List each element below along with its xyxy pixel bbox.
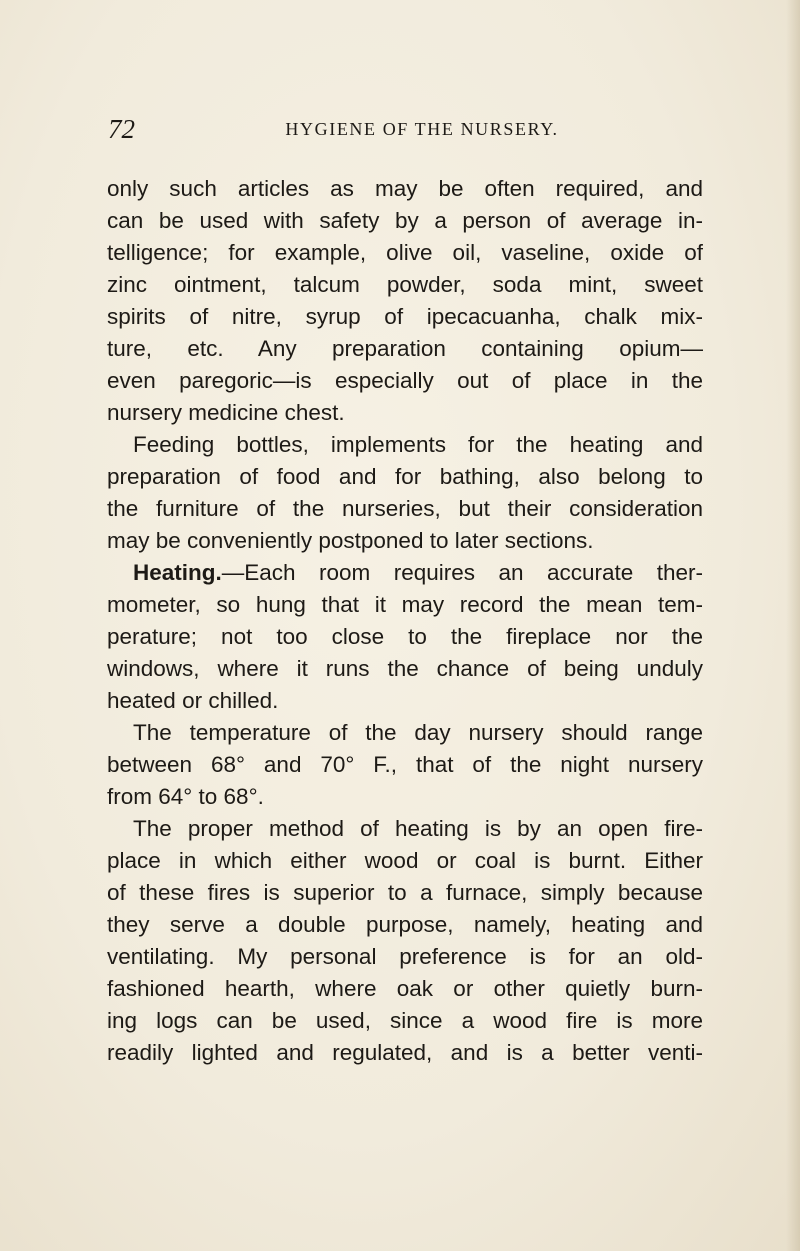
text-line: only such articles as may be often required, and (107, 176, 703, 201)
text-line: perature; not too close to the fireplace nor the (107, 624, 703, 649)
text-line: the furniture of the nurseries, but their consideration (107, 496, 703, 521)
text-line: telligence; for example, olive oil, vaseline, oxide of (107, 240, 703, 265)
text-line: zinc ointment, talcum powder, soda mint, sweet (107, 272, 703, 297)
page-edge-shadow (786, 0, 800, 1251)
text-line: ture, etc. Any preparation containing opium— (107, 336, 703, 361)
text-line: The temperature of the day nursery should range (133, 720, 703, 745)
text-line: The proper method of heating is by an open fire- (133, 816, 703, 841)
page-number: 72 (108, 114, 135, 144)
text-line: spirits of nitre, syrup of ipecacuanha, chalk mix- (107, 304, 703, 329)
text-line: ing logs can be used, since a wood fire is more (107, 1008, 703, 1033)
running-head: HYGIENE OF THE NURSERY. (285, 119, 559, 139)
text-line: windows, where it runs the chance of being unduly (107, 656, 703, 681)
page-header (108, 114, 700, 144)
text-line: readily lighted and regulated, and is a better venti- (107, 1040, 703, 1065)
text-line: may be conveniently postponed to later sections. (107, 528, 594, 553)
text-line: preparation of food and for bathing, also belong to (107, 464, 703, 489)
text-line: of these fires is superior to a furnace, simply because (107, 880, 703, 905)
text-line: nursery medicine chest. (107, 400, 345, 425)
text-line: fashioned hearth, where oak or other quietly burn- (107, 976, 703, 1001)
text-line: from 64° to 68°. (107, 784, 264, 809)
section-heading: Heating. (133, 560, 222, 585)
text-line: ventilating. My personal preference is for an old- (107, 944, 703, 969)
text-line: Feeding bottles, implements for the heating and (133, 432, 703, 457)
text-line: heated or chilled. (107, 688, 279, 713)
text-line: can be used with safety by a person of average in- (107, 208, 703, 233)
text-line: even paregoric—is especially out of place in the (107, 368, 703, 393)
text-line: they serve a double purpose, namely, heating and (107, 912, 703, 937)
text-line: mometer, so hung that it may record the mean tem- (107, 592, 703, 617)
text-line: between 68° and 70° F., that of the night nursery (107, 752, 703, 777)
text-line: Heating.—Each room requires an accurate ther- (133, 560, 703, 585)
body-text (107, 173, 703, 1069)
text-line: place in which either wood or coal is burnt. Either (107, 848, 703, 873)
